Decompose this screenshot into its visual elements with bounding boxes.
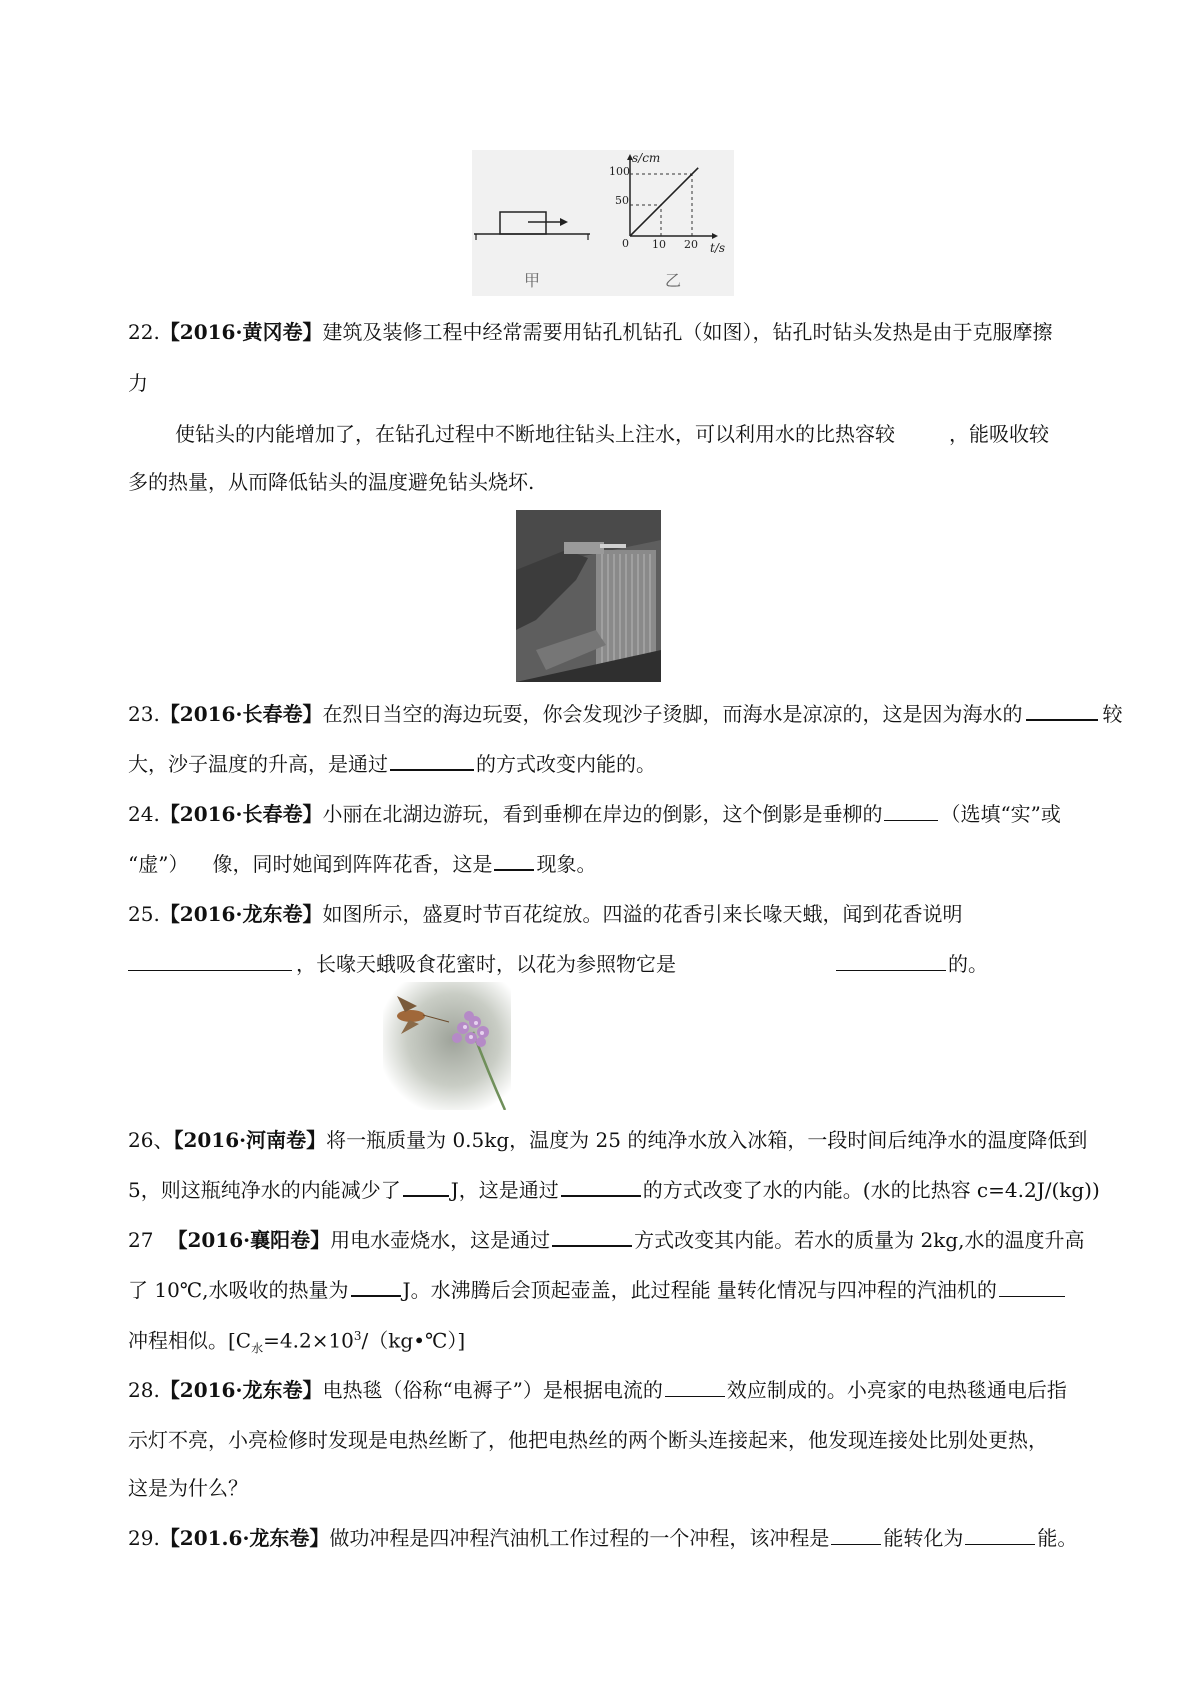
q25-number: 25. — [128, 902, 160, 926]
y-tick-50: 50 — [615, 194, 629, 207]
q29-blank1[interactable] — [831, 1526, 881, 1545]
q24-source-tag: 【2016·长春卷】 — [159, 802, 323, 826]
q24-blank2[interactable] — [494, 851, 534, 871]
q25-blank2[interactable] — [836, 952, 946, 971]
q26-blank1[interactable] — [403, 1177, 449, 1197]
q24-text1b: （选填“实”或 — [940, 802, 1061, 826]
q24-line2 — [128, 850, 596, 878]
q26-text2a: 5，则这瓶纯净水的内能减少了 — [128, 1178, 401, 1202]
q28-blank1[interactable] — [665, 1378, 725, 1397]
q29-text1b: 能转化为 — [883, 1526, 964, 1550]
q26-blank2[interactable] — [561, 1177, 641, 1197]
q29-blank2[interactable] — [965, 1526, 1035, 1545]
x-axis-label: t/s — [710, 241, 726, 255]
q29-line1 — [128, 1524, 1077, 1552]
panel-left-label: 甲 — [524, 271, 541, 290]
q27-blank2[interactable] — [351, 1277, 401, 1297]
q29-text1c: 能。 — [1037, 1526, 1078, 1550]
q28-source-tag: 【2016·龙东卷】 — [159, 1378, 323, 1402]
q28-text1a: 电热毯（俗称“电褥子”）是根据电流的 — [322, 1378, 663, 1402]
q24-blank1[interactable] — [884, 802, 938, 821]
q22-line4 — [128, 468, 534, 496]
q22-text3a: 使钻头的内能增加了，在钻孔过程中不断地往钻头上注水，可以利用水的比热容较 — [175, 422, 895, 446]
q28-line2 — [128, 1426, 1048, 1454]
q27-text3c: /（kg•℃）] — [361, 1328, 466, 1353]
q22-text2: 力 — [128, 371, 148, 395]
q23-text2b: 的方式改变内能的。 — [476, 752, 656, 776]
q22-number: 22. — [128, 320, 160, 344]
figure-motion — [472, 150, 734, 296]
q23-number: 23. — [128, 702, 160, 726]
q24-text2c: 现象。 — [536, 852, 597, 876]
q25-text2a: ，长喙天蛾吸食花蜜时，以花为参照物它是 — [296, 952, 676, 976]
q23-blank1[interactable] — [1026, 701, 1098, 721]
q26-line1 — [128, 1126, 1087, 1154]
q25-text1: 如图所示，盛夏时节百花绽放。四溢的花香引来长喙天蛾，闻到花香说明 — [322, 902, 963, 926]
q27-superscript: 3 — [353, 1329, 362, 1343]
q29-text1a: 做功冲程是四冲程汽油机工作过程的一个冲程，该冲程是 — [329, 1526, 830, 1550]
y-axis-label: s/cm — [632, 151, 661, 165]
y-tick-100: 100 — [609, 165, 630, 178]
q27-text2b: J。水沸腾后会顶起壶盖，此过程能 量转化情况与四冲程的汽油机的 — [402, 1278, 997, 1302]
x-tick-10: 10 — [652, 238, 666, 251]
q28-text3: 这是为什么？ — [128, 1476, 248, 1500]
q25-source-tag: 【2016·龙东卷】 — [159, 902, 323, 926]
q23-text2a: 大，沙子温度的升高，是通过 — [128, 752, 388, 776]
q25-blank1[interactable] — [128, 952, 292, 971]
q22-line1 — [128, 318, 1052, 346]
q28-text1b: 效应制成的。小亮家的电热毯通电后指 — [726, 1378, 1067, 1402]
q27-text3a: 冲程相似。[C — [128, 1328, 252, 1353]
q26-text2b: J，这是通过 — [450, 1178, 559, 1202]
q24-text2a: “虚”） — [128, 852, 189, 876]
q22-text1: 建筑及装修工程中经常需要用钻孔机钻孔（如图），钻孔时钻头发热是由于克服摩擦 — [322, 320, 1053, 344]
moth-flower-svg — [383, 982, 511, 1110]
q27-line2 — [128, 1276, 1065, 1304]
q22-line2 — [128, 369, 148, 397]
q23-blank2[interactable] — [390, 751, 474, 771]
q27-subscript: 水 — [251, 1341, 264, 1356]
q22-line3 — [175, 420, 1049, 448]
q28-line3 — [128, 1474, 248, 1502]
q24-text1a: 小丽在北湖边游玩，看到垂柳在岸边的倒影，这个倒影是垂柳的 — [322, 802, 883, 826]
q27-number: 27 — [128, 1228, 154, 1252]
q24-number: 24. — [128, 802, 160, 826]
q27-text1a: 用电水壶烧水，这是通过 — [330, 1228, 551, 1252]
q26-line2 — [128, 1176, 1100, 1204]
q27-source-tag: 【2016·襄阳卷】 — [167, 1228, 331, 1252]
q23-text1b: 较 — [1102, 702, 1123, 726]
moth-flower-photo — [383, 982, 511, 1110]
q23-text1a: 在烈日当空的海边玩耍，你会发现沙子烫脚，而海水是凉凉的，这是因为海水的 — [322, 702, 1023, 726]
panel-right-label: 乙 — [665, 271, 682, 290]
x-tick-0: 0 — [622, 237, 629, 250]
q27-text1b: 方式改变其内能。若水的质量为 2kg,水的温度升高 — [634, 1228, 1085, 1252]
q25-line2 — [128, 950, 988, 978]
q24-line1 — [128, 800, 1061, 828]
q28-number: 28. — [128, 1378, 160, 1402]
q29-source-tag: 【201.6·龙东卷】 — [159, 1526, 330, 1550]
q24-text2b: 像，同时她闻到阵阵花香，这是 — [212, 852, 493, 876]
q27-line1 — [128, 1226, 1084, 1254]
q22-text3b: ，能吸收较 — [949, 422, 1049, 446]
q26-text2c: 的方式改变了水的内能。(水的比热容 c=4.2J/(kg)) — [642, 1178, 1100, 1202]
x-tick-20: 20 — [684, 238, 698, 251]
q26-text1: 将一瓶质量为 0.5kg，温度为 25 的纯净水放入冰箱，一段时间后纯净水的温度降低到 — [326, 1128, 1088, 1152]
q23-source-tag: 【2016·长春卷】 — [159, 702, 323, 726]
q23-line2 — [128, 750, 656, 778]
q28-text2: 示灯不亮，小亮检修时发现是电热丝断了，他把电热丝的两个断头连接起来，他发现连接处比别处更热， — [128, 1428, 1048, 1452]
q26-number: 26、 — [128, 1128, 174, 1152]
q29-number: 29. — [128, 1526, 160, 1550]
q28-line1 — [128, 1376, 1067, 1404]
q23-line1 — [128, 700, 1122, 728]
q26-source-tag: 【2016·河南卷】 — [173, 1128, 327, 1152]
q25-text2b: 的。 — [948, 952, 988, 976]
figure-motion-svg — [472, 150, 734, 296]
q22-source-tag: 【2016·黄冈卷】 — [159, 320, 323, 344]
q25-line1 — [128, 900, 962, 928]
drill-photo — [516, 510, 661, 682]
q27-text2a: 了 10℃,水吸收的热量为 — [128, 1278, 349, 1302]
drill-photo-svg — [516, 510, 661, 682]
q27-blank1[interactable] — [552, 1227, 632, 1247]
q27-blank3[interactable] — [999, 1278, 1065, 1297]
q27-text3b: =4.2×10 — [263, 1328, 354, 1353]
q22-text4: 多的热量，从而降低钻头的温度避免钻头烧坏. — [128, 470, 535, 494]
q27-line3 — [128, 1322, 465, 1363]
